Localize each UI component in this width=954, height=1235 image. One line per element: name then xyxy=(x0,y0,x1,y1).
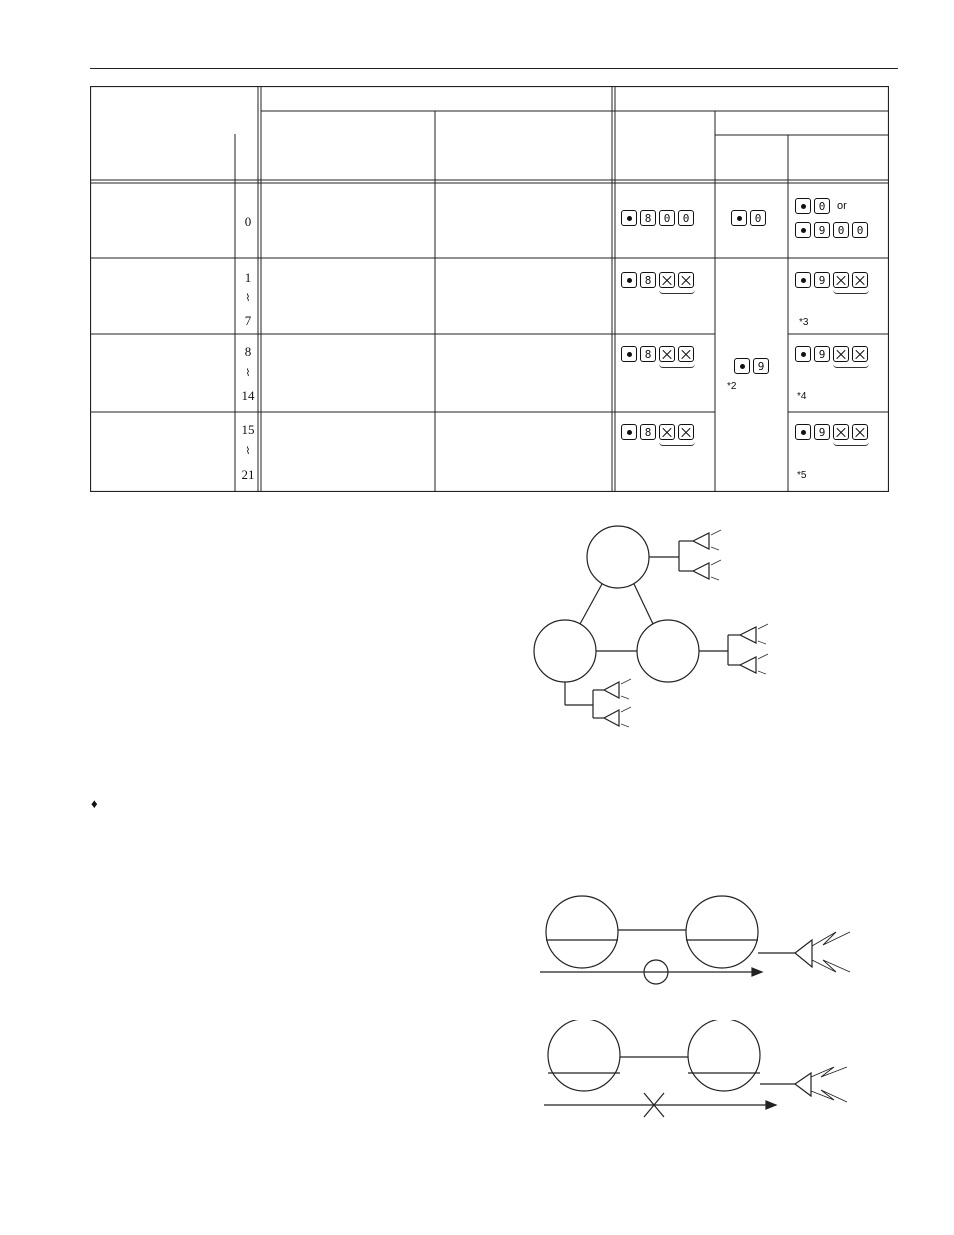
underbrace xyxy=(833,363,869,368)
key-9: 9 xyxy=(814,424,830,440)
dot-key xyxy=(731,210,747,226)
key-0: 0 xyxy=(833,222,849,238)
channel-number: 7 xyxy=(244,313,252,328)
x-key-icon xyxy=(678,346,694,362)
key-sequence-dot-9 xyxy=(734,358,769,374)
x-key-icon xyxy=(852,346,868,362)
key-8: 8 xyxy=(640,424,656,440)
link-allowed-diagram xyxy=(540,890,860,990)
x-key-icon xyxy=(833,424,849,440)
x-key-icon xyxy=(852,424,868,440)
or-label: or xyxy=(837,200,847,212)
range-mark: ⌇ xyxy=(245,293,251,304)
footnote-5: *5 xyxy=(797,470,807,481)
key-sequence-dot-0 xyxy=(731,210,766,226)
key-sequence-table xyxy=(90,86,889,492)
antenna-icon xyxy=(795,1073,811,1096)
key-sequence-dot-8-x-x xyxy=(621,424,694,440)
footnote-2: *2 xyxy=(727,381,737,392)
key-8: 8 xyxy=(640,210,656,226)
footnote-4: *4 xyxy=(797,391,807,402)
key-0: 0 xyxy=(659,210,675,226)
bullet-diamond: ♦ xyxy=(91,796,98,811)
range-mark: ⌇ xyxy=(245,368,251,379)
key-0: 0 xyxy=(750,210,766,226)
channel-number: 1 xyxy=(244,270,252,285)
x-key-icon xyxy=(833,272,849,288)
key-sequence-dot-0-or xyxy=(795,198,847,214)
key-9: 9 xyxy=(814,222,830,238)
key-0: 0 xyxy=(814,198,830,214)
station-circle xyxy=(534,620,596,682)
key-sequence-dot-9-x-x xyxy=(795,272,868,288)
dot-key xyxy=(621,346,637,362)
key-sequence-dot-8-0-0 xyxy=(621,210,694,226)
dot-key xyxy=(621,424,637,440)
key-sequence-dot-9-x-x xyxy=(795,424,868,440)
key-9: 9 xyxy=(814,272,830,288)
footnote-3: *3 xyxy=(799,317,809,328)
underbrace xyxy=(833,441,869,446)
x-key-icon xyxy=(659,424,675,440)
station-circle xyxy=(637,620,699,682)
underbrace xyxy=(833,289,869,294)
channel-number: 15 xyxy=(241,422,255,437)
dot-key xyxy=(795,198,811,214)
underbrace xyxy=(659,363,695,368)
underbrace xyxy=(659,441,695,446)
dot-key xyxy=(795,424,811,440)
station-circle xyxy=(587,526,649,588)
key-0: 0 xyxy=(678,210,694,226)
key-sequence-dot-9-x-x xyxy=(795,346,868,362)
underbrace xyxy=(659,289,695,294)
x-key-icon xyxy=(678,272,694,288)
x-key-icon xyxy=(678,424,694,440)
dot-key xyxy=(795,346,811,362)
x-key-icon xyxy=(852,272,868,288)
table-grid xyxy=(90,86,889,492)
network-triangle-diagram xyxy=(525,520,825,735)
key-9: 9 xyxy=(753,358,769,374)
antenna-icon xyxy=(795,940,812,967)
range-mark: ⌇ xyxy=(245,446,251,457)
x-key-icon xyxy=(833,346,849,362)
key-8: 8 xyxy=(640,346,656,362)
dot-key xyxy=(795,222,811,238)
x-key-icon xyxy=(659,272,675,288)
key-sequence-dot-8-x-x xyxy=(621,272,694,288)
dot-key xyxy=(734,358,750,374)
header-rule xyxy=(90,68,898,69)
x-key-icon xyxy=(659,346,675,362)
key-9: 9 xyxy=(814,346,830,362)
key-sequence-dot-8-x-x xyxy=(621,346,694,362)
dot-key xyxy=(621,272,637,288)
dot-key xyxy=(621,210,637,226)
channel-number: 8 xyxy=(244,344,252,359)
key-0: 0 xyxy=(852,222,868,238)
channel-number: 21 xyxy=(241,467,255,482)
link-blocked-diagram xyxy=(540,1020,860,1120)
channel-number: 14 xyxy=(241,388,255,403)
key-8: 8 xyxy=(640,272,656,288)
dot-key xyxy=(795,272,811,288)
key-sequence-dot-9-0-0 xyxy=(795,222,868,238)
channel-number: 0 xyxy=(244,214,252,229)
